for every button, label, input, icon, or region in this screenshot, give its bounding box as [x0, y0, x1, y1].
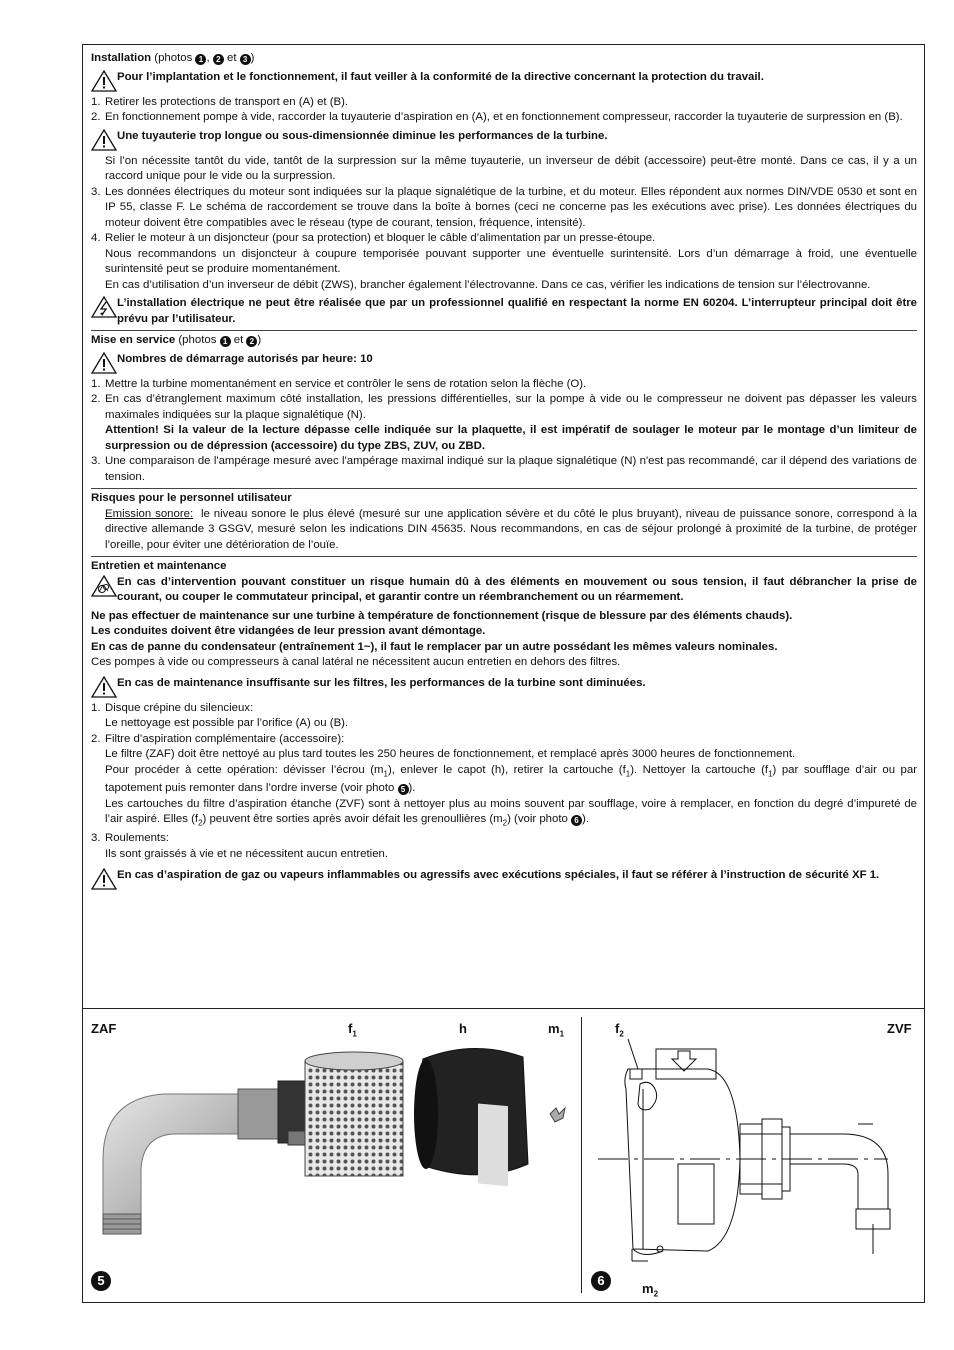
section-commissioning: [91, 330, 917, 485]
figure-divider: [581, 1017, 582, 1293]
section-title: Installation (photos 1 , 2 et 3 ): [91, 52, 255, 64]
warning-text: En cas d’aspiration de gaz ou vapeurs inflammables ou agressifs avec exécutions spéciales, il faut se référer à l’instruction de sécurité XF 1.: [117, 869, 880, 882]
zvf-filter-drawing: [588, 1039, 923, 1279]
document-body: [91, 51, 917, 893]
list-item: 1. Retirer les protections de transport en (A) et (B).: [91, 95, 349, 108]
list-item: 2. Filtre d’aspiration complémentaire (accessoire): Le filtre (ZAF) doit être nettoyé au plus tard toutes les 250 heures de fonctionnement, et remplacé après 3000 heures de fonctionnement. Pour procéder à cette opération: dévisser l’écrou $(m_1)$, enlever le capot (h), retirer la cartouche $(f_1)$. Nettoyer la cartouche $(f_1)$ par soufflage d’air ou par tapotement puis remonter dans l’ordre inverse (voir photo 5 ). Les cartouches du filtre d’aspiration étanche (ZVF) sont à nettoyer plus au moins souvent par soufflage, voire à remplacer, en fonction du degré d’impureté de l’air aspiré. Elles $(f_2)$ peuvent être sorties après avoir défait les grenoullières $(m_2)$ (voir photo 6 ).: [91, 732, 918, 828]
note-text: Si l’on nécessite tantôt du vide, tantôt de la surpression sur la même tuyauterie, un inverseur de débit (accessoire) peut-être monté. Dans ce cas, il y a un raccord unique pour le vide ou la surpression.: [105, 154, 917, 182]
label-h: h: [459, 1021, 467, 1036]
list-item: 1. Mettre la turbine momentanément en service et contrôler le sens de rotation selon la flèche (O).: [91, 377, 587, 390]
warning-text: Pour l’implantation et le fonctionnement, il faut veiller à la conformité de la directive concernant la protection du travail.: [117, 70, 764, 83]
warning-icon: [91, 868, 117, 890]
photo-ref-badge: 3: [240, 54, 251, 65]
list-item: 3. Les données électriques du moteur sont indiquées sur la plaque signalétique de la turbine, et du moteur. Elles répondent aux normes DIN/VDE 0530 et sont en IP 55, classe F. Le schéma de raccordement se trouve dans la boîte à bornes (ceci ne concerne pas les exécutions avec prise). Les données électriques du moteur doivent être compatibles avec le réseau (type de courant, tension, fréquence, intensité).: [91, 185, 917, 229]
warning-block: [91, 70, 917, 92]
section-title: Entretien et maintenance: [91, 560, 227, 572]
warning-text: Une tuyauterie trop longue ou sous-dimensionnée diminue les performances de la turbine.: [117, 129, 608, 142]
label-m1: $m_1$: [548, 1021, 565, 1039]
warning-icon: [91, 129, 117, 151]
label-f2: $f_2$: [615, 1021, 624, 1039]
figures-panel: [83, 1008, 924, 1303]
warning-icon: [91, 70, 117, 92]
photo-ref-badge: 5: [398, 784, 409, 795]
section-risks: [91, 488, 917, 553]
list-item: 2. En cas d’étranglement maximum côté installation, les pressions différentielles, sur la pompe à vide ou le compresseur ne doivent pas dépasser les valeurs maximales indiquées sur la plaque signalétique (N). Attention! Si la valeur de la lecture dépasse celle indiquée sur la plaquette, il est impératif de soulager le moteur par le montage d’un limiteur de surpression ou de dépression (accessoire) du type ZBS, ZUV, ou ZBD.: [91, 393, 917, 452]
photo-ref-badge: 6: [571, 815, 582, 826]
list-item: 3. Roulements: Ils sont graissés à vie et ne nécessitent aucun entretien.: [91, 832, 389, 860]
figure-title-zvf: ZVF: [887, 1021, 912, 1036]
warning-icon: [91, 352, 117, 374]
photo-ref-badge: 1: [195, 54, 206, 65]
document-frame: [82, 44, 925, 1303]
warning-text: L’installation électrique ne peut être réalisée que par un professionnel qualifié en respectant la norme EN 60204. L’interrupteur principal doit être prévu par l’utilisateur.: [117, 297, 917, 325]
list-item: 2. En fonctionnement pompe à vide, raccorder la tuyauterie d’aspiration en (A), et en fonctionnement compresseur, raccorder la tuyauterie de surpression en (B).: [91, 111, 903, 123]
list-item: 1. Disque crépine du silencieux: Le nettoyage est possible par l’orifice (A) ou (B).: [91, 701, 349, 729]
figure-title-zaf: ZAF: [91, 1021, 117, 1036]
mechanical-hazard-icon: [91, 575, 117, 597]
photo-ref-badge: 2: [213, 54, 224, 65]
warning-line: Ne pas effectuer de maintenance sur une turbine à température de fonctionnement (risque de blessure par des éléments chauds).: [91, 609, 793, 622]
label-m2: $m_2$: [642, 1281, 659, 1299]
noise-emission-text: Emission sonore: le niveau sonore le plus élevé (mesuré sur une application sévère et du côté le plus bruyant), niveau de puissance sonore, correspond à la directive allemande 3 GSGV, mesuré selon les indications DIN 45635. Nous recommandons, en cas de séjour prolongé à proximité de la turbine, de protéger l’oreille, pour éviter une détérioration de l’ouïe.: [105, 507, 917, 551]
warning-text: En cas de maintenance insuffisante sur les filtres, les performances de la turbine sont diminuées.: [117, 676, 646, 689]
label-f1: $f_1$: [348, 1021, 357, 1039]
warning-block: [91, 129, 917, 151]
warning-icon: [91, 676, 117, 698]
figure-number-5: 5: [91, 1271, 111, 1291]
warning-text: Nombres de démarrage autorisés par heure: 10: [117, 352, 373, 365]
warning-block: [91, 352, 917, 374]
info-line: Ces pompes à vide ou compresseurs à canal latéral ne nécessitent aucun entretien en dehors des filtres.: [91, 656, 621, 668]
warning-line: Les conduites doivent être vidangées de leur pression avant démontage.: [91, 625, 486, 637]
warning-block: [91, 575, 917, 606]
section-title: Mise en service (photos 1 et 2 ): [91, 334, 262, 346]
photo-ref-badge: 1: [220, 336, 231, 347]
warning-text: En cas d’intervention pouvant constituer un risque humain dû à des éléments en mouvement ou sous tension, il faut débrancher la prise de courant, ou couper le commutateur principal, et garantir contre un réembranchement ou un réarmement.: [117, 575, 917, 603]
list-item: 3. Une comparaison de l'ampérage mesuré avec l'ampérage maximal indiqué sur la plaque signalétique (N) n'est pas recommandé, car il dépend des variations de tension.: [91, 455, 917, 483]
electric-hazard-icon: [91, 296, 117, 318]
warning-block: [91, 676, 917, 698]
section-title: Risques pour le personnel utilisateur: [91, 492, 292, 504]
figure-number-6: 6: [591, 1271, 611, 1291]
section-installation: [91, 51, 917, 327]
warning-line: En cas de panne du condensateur (entraînement 1~), il faut le remplacer par un autre possédant les mêmes valeurs nominales.: [91, 640, 778, 653]
photo-ref-badge: 2: [246, 336, 257, 347]
warning-block: [91, 868, 917, 890]
list-item: 4. Relier le moteur à un disjoncteur (pour sa protection) et bloquer le câble d’alimentation par un presse-étoupe. Nous recommandons un disjoncteur à coupure temporisée pouvant supporter une éventuelle surintensité. Lors d’un démarrage à froid, une éventuelle surintensité peut se produire momentanément. En cas d’utilisation d’un inverseur de débit (ZWS), brancher également l’électrovanne. Dans ce cas, vérifier les indications de tension sur l’électrovanne.: [91, 232, 917, 291]
section-maintenance: [91, 556, 917, 890]
zaf-filter-illustration: [83, 1039, 579, 1269]
warning-block: [91, 296, 917, 327]
